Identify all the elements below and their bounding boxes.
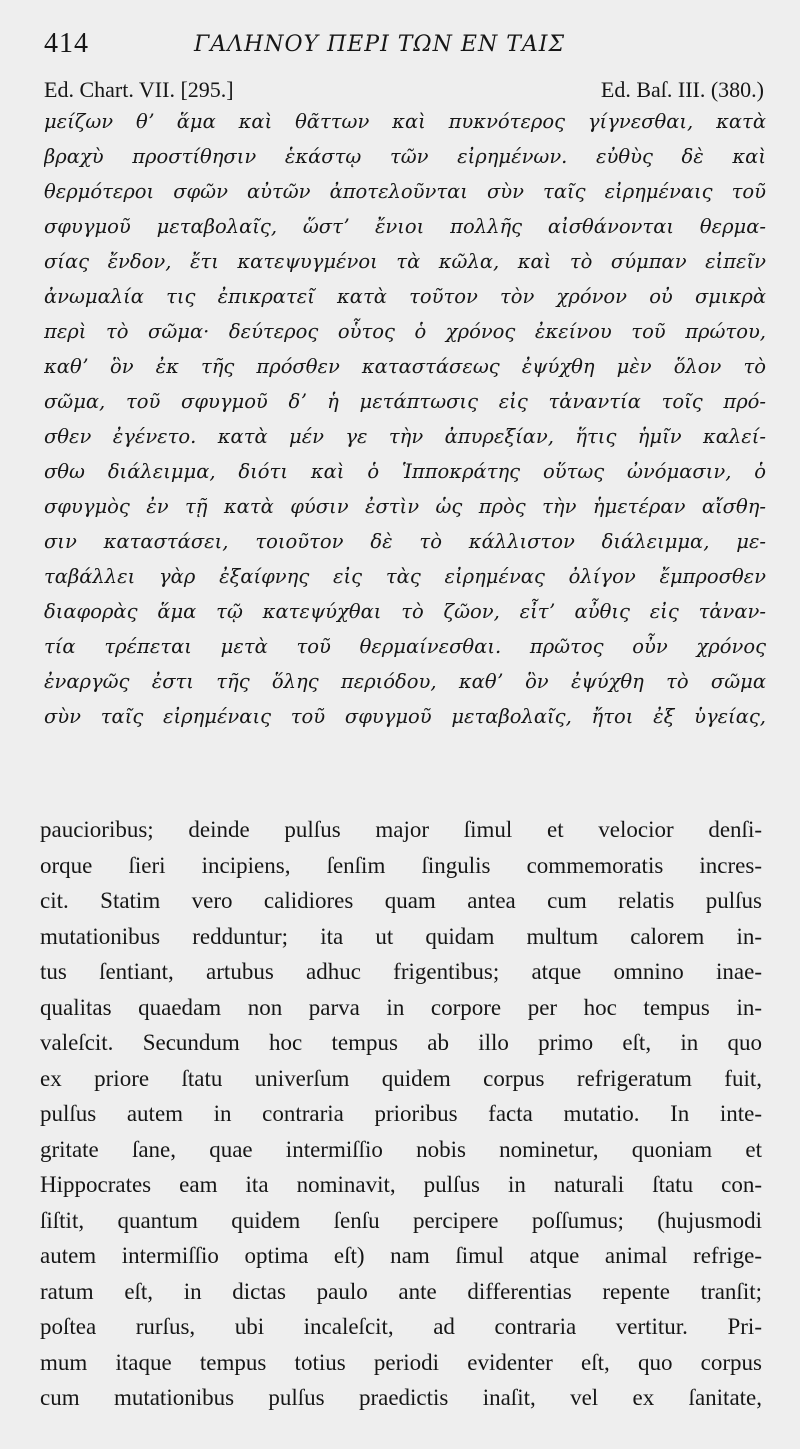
greek-line: θερμότεροι σφῶν αὐτῶν ἀποτελοῦνται σὺν ταῖς εἰρημέναις τοῦ	[44, 180, 766, 203]
latin-line: poſtea rurſus, ubi incaleſcit, ad contraria vertitur. Pri-	[40, 1314, 762, 1339]
greek-line: ἀνωμαλία τις ἐπικρατεῖ κατὰ τοῦτον τὸν χρόνον οὐ σμικρὰ	[44, 285, 766, 308]
latin-line: mutationibus redduntur; ita ut quidam multum calorem in-	[40, 923, 762, 949]
greek-line: περὶ τὸ σῶμα· δεύτερος οὗτος ὁ χρόνος ἐκείνου τοῦ πρώτου,	[44, 320, 766, 343]
greek-line: σίας ἔνδον, ἔτι κατεψυγμένοι τὰ κῶλα, καὶ τὸ σύμπαν εἰπεῖν	[44, 250, 766, 273]
latin-line: pulſus autem in contraria prioribus facta mutatio. In inte-	[40, 1101, 762, 1126]
latin-line: qualitas quaedam non parva in corpore per hoc tempus in-	[40, 994, 762, 1020]
page-header	[44, 28, 764, 68]
latin-line: tus ſentiant, artubus adhuc frigentibus; atque omnino inae-	[40, 959, 762, 984]
greek-line: καθʼ ὃν ἐκ τῆς πρόσθεν καταστάσεως ἐψύχθη μὲν ὅλον τὸ	[44, 355, 766, 378]
greek-line: ἐναργῶς ἐστι τῆς ὅλης περιόδου, καθʼ ὃν ἐψύχθη τὸ σῶμα	[44, 670, 766, 693]
greek-line: τία τρέπεται μετὰ τοῦ θερμαίνεσθαι. πρῶτος οὖν χρόνος	[44, 635, 766, 658]
greek-line: σῶμα, τοῦ σφυγμοῦ δʼ ἡ μετάπτωσις εἰς τἀναντία τοῖς πρό-	[44, 390, 766, 413]
greek-line: σιν καταστάσει, τοιοῦτον δὲ τὸ κάλλιστον διάλειμμα, με-	[44, 530, 766, 553]
latin-line: cit. Statim vero calidiores quam antea cum relatis pulſus	[40, 888, 762, 913]
latin-line: ratum eſt, in dictas paulo ante differentias repente tranſit;	[40, 1278, 762, 1304]
greek-line: σὺν ταῖς εἰρημέναις τοῦ σφυγμοῦ μεταβολαῖς, ἤτοι ἐξ ὑγείας,	[44, 705, 766, 728]
edition-reference-basel: Ed. Baſ. III. (380.)	[600, 77, 764, 102]
latin-text-block	[40, 812, 762, 1416]
greek-line: βραχὺ προστίθησιν ἑκάστῳ τῶν εἰρημένων. εὐθὺς δὲ καὶ	[44, 145, 766, 168]
greek-line: μείζων θʼ ἅμα καὶ θᾶττων καὶ πυκνότερος γίγνεσθαι, κατὰ	[44, 110, 766, 133]
latin-line: paucioribus; deinde pulſus major ſimul et velocior denſi-	[40, 817, 762, 842]
latin-line: gritate ſane, quae intermiſſio nobis nominetur, quoniam et	[40, 1136, 762, 1162]
greek-line: διαφορὰς ἅμα τῷ κατεψύχθαι τὸ ζῶον, εἶτʼ αὖθις εἰς τἀναν-	[44, 600, 766, 623]
latin-line: ſiſtit, quantum quidem ſenſu percipere poſſumus; (hujusmodi	[40, 1207, 762, 1233]
latin-line: valeſcit. Secundum hoc tempus ab illo primo eſt, in quo	[40, 1030, 762, 1055]
latin-line: cum mutationibus pulſus praedictis inaſit, vel ex ſanitate,	[40, 1385, 762, 1410]
latin-line: ex priore ſtatu univerſum quidem corpus refrigeratum fuit,	[40, 1065, 762, 1091]
greek-line: σθω διάλειμμα, διότι καὶ ὁ Ἱπποκράτης οὕτως ὠνόμασιν, ὁ	[44, 460, 766, 483]
greek-line: σφυγμοῦ μεταβολαῖς, ὥστʼ ἔνιοι πολλῆς αἰσθάνονται θερμα-	[44, 215, 766, 238]
edition-reference-chart: Ed. Chart. VII. [295.]	[44, 77, 234, 102]
running-title: ΓΑΛΗΝΟΥ ΠΕΡΙ ΤΩΝ ΕΝ ΤΑΙΣ	[194, 32, 566, 57]
greek-line: σθεν ἐγένετο. κατὰ μέν γε τὴν ἀπυρεξίαν, ἥτις ἡμῖν καλεί-	[44, 425, 766, 448]
page-number: 414	[44, 28, 89, 59]
greek-text-block	[44, 104, 766, 734]
latin-line: orque ſieri incipiens, ſenſim ſingulis commemoratis incres-	[40, 852, 762, 878]
latin-line: autem intermiſſio optima eſt) nam ſimul atque animal refrige-	[40, 1243, 762, 1268]
latin-line: Hippocrates eam ita nominavit, pulſus in naturali ſtatu con-	[40, 1172, 762, 1197]
edition-references	[44, 77, 764, 105]
latin-line: mum itaque tempus totius periodi evidenter eſt, quo corpus	[40, 1349, 762, 1375]
greek-line: σφυγμὸς ἐν τῇ κατὰ φύσιν ἐστὶν ὡς πρὸς τὴν ἡμετέραν αἴσθη-	[44, 495, 766, 518]
greek-line: ταβάλλει γὰρ ἐξαίφνης εἰς τὰς εἰρημένας ὀλίγον ἔμπροσθεν	[44, 565, 766, 588]
